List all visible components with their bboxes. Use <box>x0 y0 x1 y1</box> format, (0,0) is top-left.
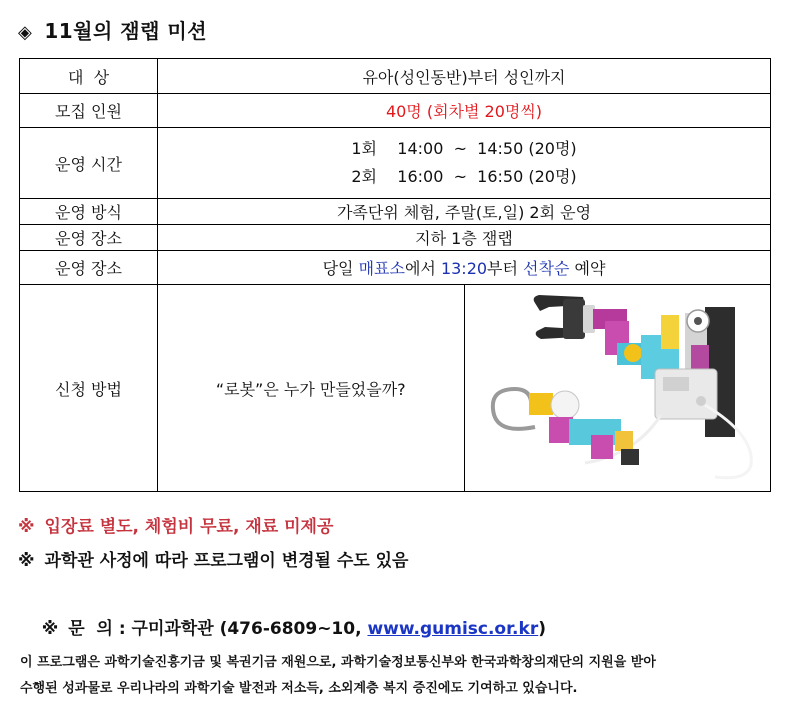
notes-section <box>18 510 546 639</box>
website-link[interactable]: www.gumisc.or.kr <box>367 619 539 639</box>
place2-label: 운영 장소 <box>20 251 158 285</box>
notice-contact <box>18 578 546 639</box>
hours-value <box>158 128 771 199</box>
session-1: 1회 14:00 ~ 14:50 (20명) <box>351 139 577 158</box>
method-label: 운영 방식 <box>20 199 158 225</box>
gripper-claw <box>533 295 594 339</box>
notice-fee-text: 입장료 별도, 체험비 무료, 재료 미제공 <box>44 517 334 537</box>
place2-text: 에서 <box>404 259 441 278</box>
info-table <box>19 58 771 492</box>
diamond-icon: ◈ <box>18 22 33 43</box>
place2-text: 당일 <box>322 259 359 278</box>
time-highlight: 13:20 <box>440 259 488 278</box>
apply-value: “로봇”은 누가 만들었을까? <box>158 285 465 492</box>
hours-label: 운영 시간 <box>20 128 158 199</box>
contact-close: ) <box>538 619 546 639</box>
place-label: 운영 장소 <box>20 225 158 251</box>
session-2: 2회 16:00 ~ 16:50 (20명) <box>351 167 577 186</box>
apply-label: 신청 방법 <box>20 285 158 492</box>
table-row <box>20 59 771 94</box>
place2-text: 예약 <box>569 259 606 278</box>
funding-line-2: 수행된 성과물로 우리나라의 과학기술 발전과 저소득, 소외계층 복지 증진에도 기여하고 있습니다. <box>20 681 578 696</box>
table-row <box>20 128 771 199</box>
ticket-office-highlight: 매표소 <box>358 259 405 278</box>
recruit-value: 40명 (회차별 20명씩) <box>158 94 771 128</box>
method-value: 가족단위 체험, 주말(토,일) 2회 운영 <box>158 199 771 225</box>
reference-mark-icon: ※ <box>18 517 35 537</box>
page-title <box>18 12 207 50</box>
reference-mark-icon: ※ <box>18 551 35 571</box>
target-label: 대 상 <box>20 59 158 94</box>
place2-value <box>158 251 771 285</box>
table-row <box>20 199 771 225</box>
notice-fee <box>18 510 546 544</box>
robot-image-cell <box>464 285 771 492</box>
contact-text: 문 의 : 구미과학관 (476-6809~10, <box>68 619 368 639</box>
robot-hub <box>655 369 717 419</box>
table-row <box>20 225 771 251</box>
page-title-text: 11월의 잼랩 미션 <box>44 19 208 43</box>
notice-change-text: 과학관 사정에 따라 프로그램이 변경될 수도 있음 <box>44 551 409 571</box>
reference-mark-icon: ※ <box>41 619 59 639</box>
place-value: 지하 1층 잼랩 <box>158 225 771 251</box>
robot-image <box>465 285 769 491</box>
first-come-highlight: 선착순 <box>523 259 570 278</box>
table-row <box>20 251 771 285</box>
recruit-label: 모집 인원 <box>20 94 158 128</box>
target-value: 유아(성인동반)부터 성인까지 <box>158 59 771 94</box>
notice-change <box>18 544 546 578</box>
place2-text: 부터 <box>487 259 524 278</box>
table-row <box>20 285 771 492</box>
funding-line-1: 이 프로그램은 과학기술진흥기금 및 복권기금 재원으로, 과학기술정보통신부와 한국과학창의재단의 지원을 받아 <box>20 655 656 670</box>
table-row <box>20 94 771 128</box>
funding-statement <box>20 650 780 702</box>
